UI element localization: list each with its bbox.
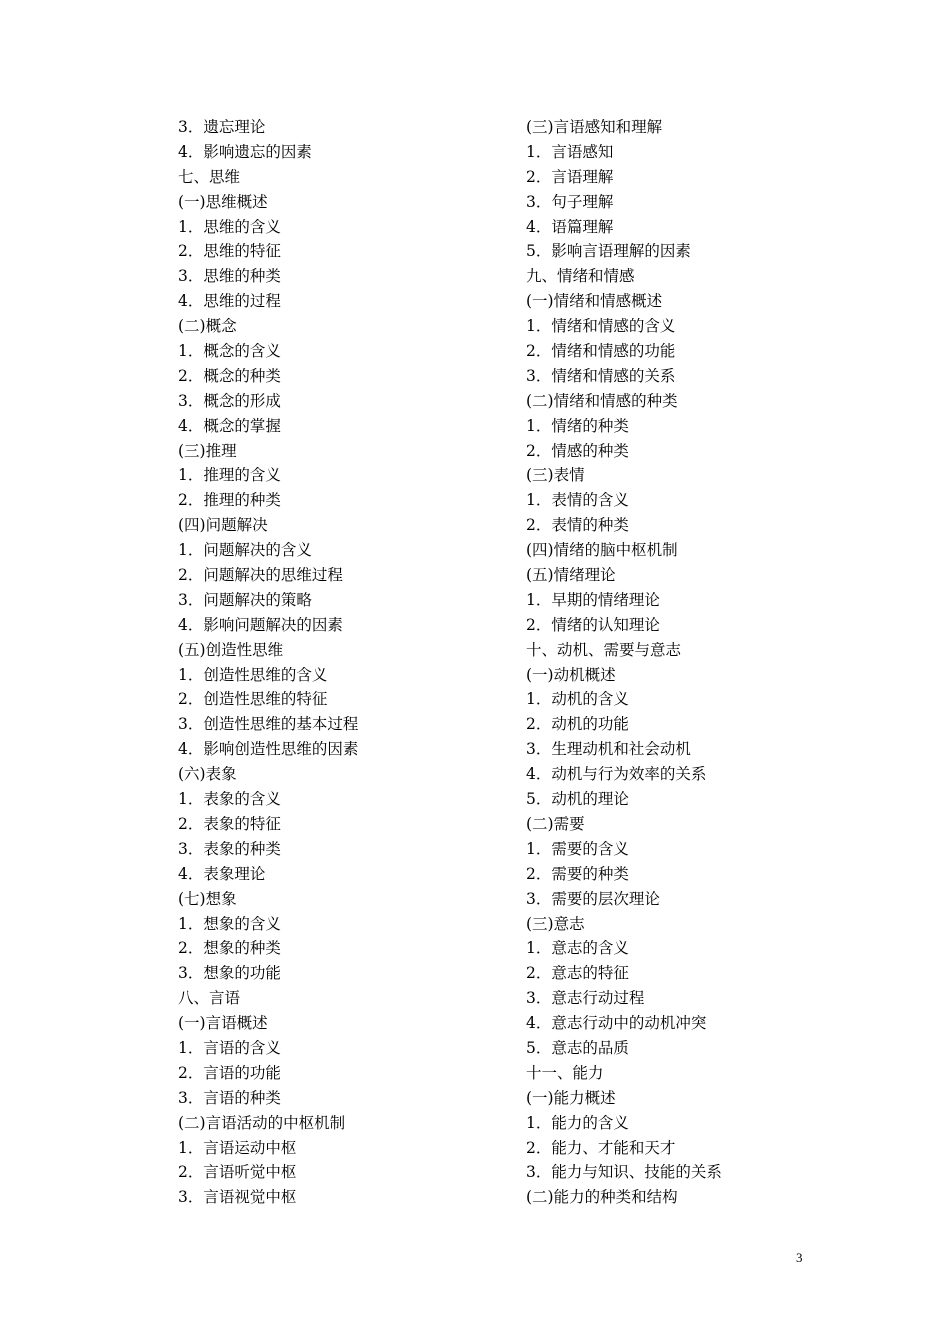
outline-item: 4．表象理论 [178, 864, 266, 883]
outline-item: 1．言语感知 [526, 142, 614, 161]
outline-item: 2．情感的种类 [526, 441, 629, 460]
outline-item: 2．言语理解 [526, 167, 614, 186]
outline-item: 1．创造性思维的含义 [178, 665, 328, 684]
outline-item: 3．创造性思维的基本过程 [178, 715, 359, 734]
outline-item: 3．遗忘理论 [178, 118, 266, 136]
outline-item: 1．推理的含义 [178, 466, 281, 485]
outline-item: 十一、能力 [526, 1063, 604, 1082]
outline-item: (二)言语活动的中枢机制 [178, 1113, 346, 1132]
outline-item: (二)情绪和情感的种类 [526, 391, 678, 410]
outline-item: 1．概念的含义 [178, 342, 281, 361]
outline-item: 3．概念的形成 [178, 391, 281, 410]
outline-item: 1．表情的含义 [526, 491, 629, 510]
outline-item: (一)言语概述 [178, 1014, 268, 1033]
outline-item: 4．意志行动中的动机冲突 [526, 1014, 707, 1033]
outline-item: 2．思维的特征 [178, 242, 281, 261]
outline-item: (三)表情 [526, 466, 585, 485]
outline-item: (三)意志 [526, 914, 585, 933]
outline-left-column [178, 115, 508, 1210]
outline-item: 1．言语运动中枢 [178, 1138, 297, 1157]
outline-item: 1．意志的含义 [526, 939, 629, 958]
outline-item: 4．思维的过程 [178, 292, 281, 311]
outline-item: (一)情绪和情感概述 [526, 292, 663, 311]
outline-item: (三)言语感知和理解 [526, 118, 663, 136]
outline-item: 十、动机、需要与意志 [526, 640, 682, 659]
outline-item: 3．情绪和情感的关系 [526, 366, 676, 385]
outline-item: (四)情绪的脑中枢机制 [526, 541, 678, 560]
page-number: 3 [796, 1250, 803, 1265]
outline-item: (五)情绪理论 [526, 566, 616, 585]
outline-item: 1．表象的含义 [178, 790, 281, 809]
outline-item: 八、言语 [178, 989, 241, 1008]
outline-item: 3．思维的种类 [178, 267, 281, 286]
outline-item: 1．动机的含义 [526, 690, 629, 709]
outline-item: 1．问题解决的含义 [178, 541, 312, 560]
outline-item: 4．概念的掌握 [178, 416, 281, 435]
outline-item: 2．概念的种类 [178, 366, 281, 385]
outline-item: 2．情绪的认知理论 [526, 615, 660, 634]
outline-item: 5．影响言语理解的因素 [526, 242, 691, 261]
outline-item: 2．言语的功能 [178, 1063, 281, 1082]
outline-item: 4．影响遗忘的因素 [178, 142, 312, 161]
outline-item: 3．言语视觉中枢 [178, 1188, 297, 1207]
outline-item: 3．能力与知识、技能的关系 [526, 1163, 722, 1182]
outline-item: 2．能力、才能和天才 [526, 1138, 676, 1157]
outline-item: 2．想象的种类 [178, 939, 281, 958]
outline-item: 1．思维的含义 [178, 217, 281, 236]
outline-item: (四)问题解决 [178, 516, 268, 535]
outline-item: 1．能力的含义 [526, 1113, 629, 1132]
outline-item: 4．语篇理解 [526, 217, 614, 236]
outline-item: (一)思维概述 [178, 192, 268, 211]
outline-item: 1．言语的含义 [178, 1038, 281, 1057]
outline-item: 2．需要的种类 [526, 864, 629, 883]
outline-item: (一)能力概述 [526, 1088, 616, 1107]
outline-item: (六)表象 [178, 765, 237, 784]
outline-item: 3．需要的层次理论 [526, 889, 660, 908]
outline-item: 九、情绪和情感 [526, 267, 635, 286]
outline-item: 2．动机的功能 [526, 715, 629, 734]
outline-item: 3．表象的种类 [178, 839, 281, 858]
outline-item: 4．动机与行为效率的关系 [526, 765, 707, 784]
outline-item: 2．推理的种类 [178, 491, 281, 510]
outline-item: 3．想象的功能 [178, 964, 281, 983]
outline-item: 2．意志的特征 [526, 964, 629, 983]
outline-item: (一)动机概述 [526, 665, 616, 684]
outline-item: 3．言语的种类 [178, 1088, 281, 1107]
outline-item: 2．表情的种类 [526, 516, 629, 535]
outline-item: (二)需要 [526, 814, 585, 833]
outline-item: (五)创造性思维 [178, 640, 284, 659]
outline-right-column [526, 115, 856, 1210]
outline-item: 4．影响创造性思维的因素 [178, 740, 359, 759]
outline-item: 3．生理动机和社会动机 [526, 740, 691, 759]
outline-item: 1．早期的情绪理论 [526, 590, 660, 609]
outline-item: 1．情绪和情感的含义 [526, 317, 676, 336]
outline-item: (二)能力的种类和结构 [526, 1188, 678, 1207]
outline-item: 2．情绪和情感的功能 [526, 342, 676, 361]
outline-item: 4．影响问题解决的因素 [178, 615, 343, 634]
outline-item: 2．创造性思维的特征 [178, 690, 328, 709]
outline-item: 3．句子理解 [526, 192, 614, 211]
outline-item: (三)推理 [178, 441, 237, 460]
outline-item: 七、思维 [178, 167, 241, 186]
outline-item: 1．情绪的种类 [526, 416, 629, 435]
outline-item: 1．需要的含义 [526, 839, 629, 858]
outline-item: 1．想象的含义 [178, 914, 281, 933]
outline-item: 2．表象的特征 [178, 814, 281, 833]
outline-item: 2．言语听觉中枢 [178, 1163, 297, 1182]
outline-item: 2．问题解决的思维过程 [178, 566, 343, 585]
outline-item: (二)概念 [178, 317, 237, 336]
outline-item: 3．问题解决的策略 [178, 590, 312, 609]
outline-item: 3．意志行动过程 [526, 989, 645, 1008]
outline-item: 5．意志的品质 [526, 1038, 629, 1057]
outline-item: (七)想象 [178, 889, 237, 908]
outline-item: 5．动机的理论 [526, 790, 629, 809]
